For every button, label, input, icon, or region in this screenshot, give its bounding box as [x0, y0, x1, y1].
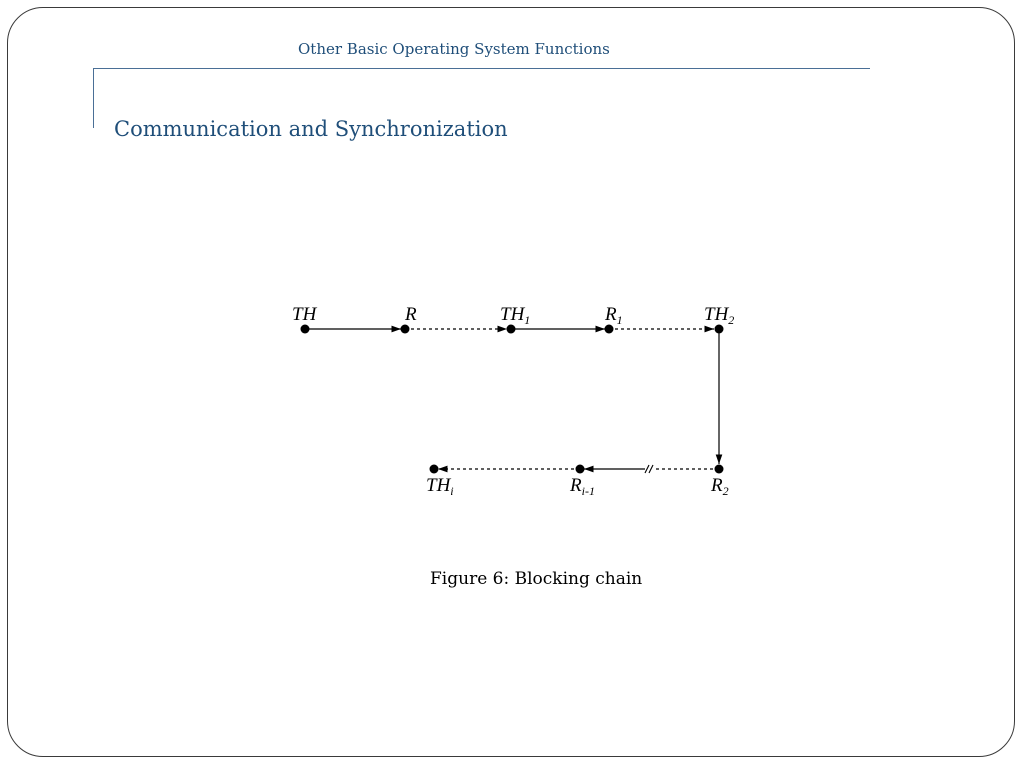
node-th2 — [715, 325, 724, 334]
label-th1-main: TH — [500, 304, 525, 325]
section-header-title: Other Basic Operating System Functions — [298, 40, 610, 58]
node-th1 — [507, 325, 516, 334]
label-th1 — [500, 304, 530, 327]
label-thi — [426, 475, 454, 498]
label-th2 — [704, 304, 734, 327]
label-thi-main: TH — [426, 475, 451, 496]
figure-caption: Figure 6: Blocking chain — [430, 569, 643, 589]
label-r1-main: R — [605, 304, 617, 325]
label-ri-1-sub-rest: -1 — [584, 484, 595, 498]
label-r — [404, 304, 417, 325]
node-th — [301, 325, 310, 334]
node-r — [401, 325, 410, 334]
label-ri-1 — [569, 475, 595, 498]
label-r1 — [604, 304, 623, 327]
node-ri-1 — [576, 465, 585, 474]
label-th-main: TH — [292, 304, 317, 325]
node-thi — [430, 465, 439, 474]
label-r1-sub: 1 — [616, 313, 623, 327]
label-r2-sub: 2 — [722, 484, 729, 498]
label-th2-sub: 2 — [728, 313, 735, 327]
label-r2 — [710, 475, 729, 498]
edge-break-mark — [645, 465, 653, 473]
label-ri-1-main: R — [570, 475, 582, 496]
slide-title: Communication and Synchronization — [114, 117, 508, 141]
label-r2-main: R — [711, 475, 723, 496]
label-thi-sub-var: i — [450, 484, 454, 498]
label-th1-sub: 1 — [524, 313, 531, 327]
node-r2 — [715, 465, 724, 474]
label-th2-main: TH — [704, 304, 729, 325]
label-ri-1-sub-var: i — [581, 484, 585, 498]
node-r1 — [605, 325, 614, 334]
label-r-main: R — [405, 304, 417, 325]
label-th — [292, 304, 318, 325]
